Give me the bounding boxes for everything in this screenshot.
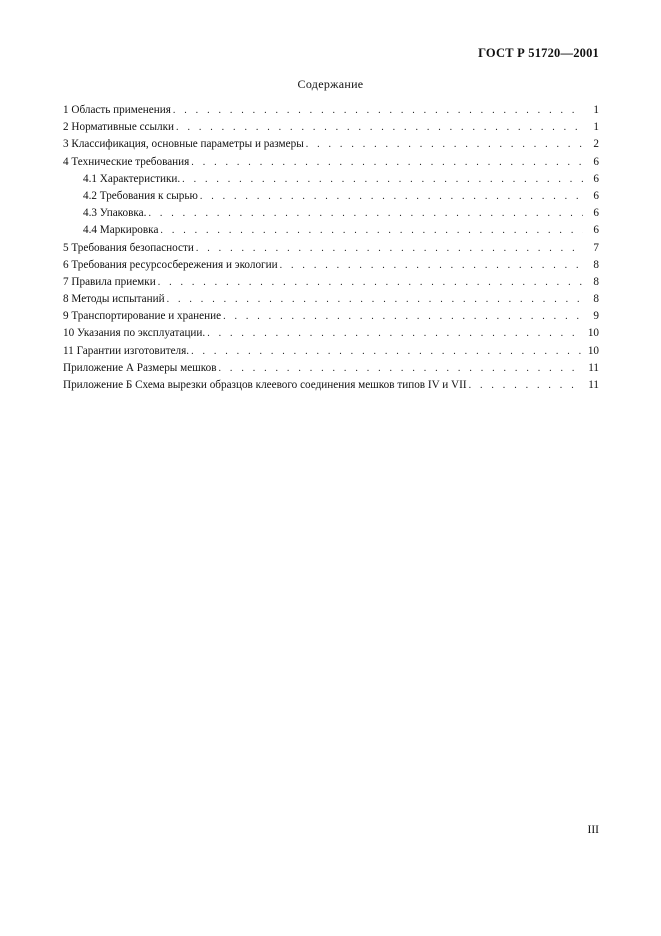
dot-leader: [280, 257, 583, 274]
toc-entry-text: 4.3 Упаковка.: [83, 207, 147, 220]
toc-entry-11[interactable]: [63, 343, 599, 360]
toc-entry-4-1[interactable]: [63, 171, 599, 188]
toc-entry-page: 6: [593, 207, 599, 220]
table-of-contents: [63, 102, 599, 394]
dot-leader: [176, 119, 583, 136]
toc-entry-5[interactable]: [63, 240, 599, 257]
dot-leader: [173, 102, 583, 119]
toc-entry-page: 8: [593, 258, 599, 271]
dot-leader: [469, 377, 583, 394]
dot-leader: [191, 154, 583, 171]
toc-entry-text: 3 Классификация, основные параметры и размеры: [63, 138, 304, 151]
toc-entry-4[interactable]: [63, 154, 599, 171]
toc-entry-text: 9 Транспортирование и хранение: [63, 310, 222, 323]
toc-entry-text: 11 Гарантии изготовителя.: [63, 344, 190, 357]
toc-entry-page: 2: [593, 138, 599, 151]
toc-entry-page: 9: [593, 310, 599, 323]
toc-entry-text: 1 Область применения: [63, 104, 171, 116]
toc-entry-4-3[interactable]: [63, 205, 599, 222]
toc-entry-page: 11: [588, 361, 599, 374]
toc-entry-1[interactable]: [63, 102, 599, 119]
toc-entry-text: 8 Методы испытаний: [63, 293, 165, 306]
toc-entry-10[interactable]: [63, 325, 599, 342]
toc-entry-4-2[interactable]: [63, 188, 599, 205]
toc-entry-page: 6: [593, 224, 599, 237]
toc-entry-text: 6 Требования ресурсосбережения и экологии: [63, 258, 278, 271]
dot-leader: [191, 343, 583, 360]
dot-leader: [196, 240, 583, 257]
toc-entry-page: 10: [587, 327, 599, 340]
dot-leader: [158, 274, 583, 291]
toc-entry-text: 4 Технические требования: [63, 155, 190, 168]
toc-entry-9[interactable]: [63, 308, 599, 325]
page-number: III: [587, 824, 599, 836]
toc-entry-2[interactable]: [63, 119, 599, 136]
dot-leader: [148, 205, 583, 222]
toc-entry-text: 7 Правила приемки: [63, 275, 156, 288]
toc-entry-appendix-a[interactable]: [63, 360, 599, 377]
toc-entry-page: 7: [593, 241, 599, 254]
toc-entry-text: 4.1 Характеристики.: [83, 172, 181, 185]
toc-entry-page: 6: [593, 189, 599, 202]
toc-entry-page: 11: [588, 379, 599, 391]
toc-entry-text: 4.4 Маркировка: [83, 224, 159, 237]
toc-entry-page: 1: [593, 121, 599, 134]
toc-entry-text: 10 Указания по эксплуатации.: [63, 327, 206, 340]
toc-entry-4-4[interactable]: [63, 222, 599, 239]
toc-entry-text: 2 Нормативные ссылки: [63, 121, 175, 134]
dot-leader: [167, 291, 583, 308]
dot-leader: [200, 188, 583, 205]
toc-entry-appendix-b[interactable]: [63, 377, 599, 394]
dot-leader: [182, 171, 583, 188]
toc-entry-page: 10: [587, 344, 599, 357]
dot-leader: [219, 360, 583, 377]
toc-entry-page: 8: [593, 275, 599, 288]
toc-entry-page: 8: [593, 293, 599, 306]
dot-leader: [306, 136, 583, 153]
toc-entry-3[interactable]: [63, 136, 599, 153]
toc-entry-text: Приложение А Размеры мешков: [63, 361, 217, 374]
dot-leader: [223, 308, 583, 325]
toc-title: Содержание: [297, 77, 364, 91]
toc-entry-text: 5 Требования безопасности: [63, 241, 194, 254]
toc-entry-page: 6: [593, 155, 599, 168]
dot-leader: [160, 222, 583, 239]
toc-entry-7[interactable]: [63, 274, 599, 291]
toc-entry-text: Приложение Б Схема вырезки образцов клеевого соединения мешков типов IV и VII: [63, 379, 467, 391]
toc-entry-8[interactable]: [63, 291, 599, 308]
toc-entry-text: 4.2 Требования к сырью: [83, 189, 198, 202]
toc-entry-page: 1: [593, 104, 599, 116]
document-code: ГОСТ Р 51720—2001: [478, 46, 599, 60]
toc-entry-page: 6: [593, 172, 599, 185]
toc-entry-6[interactable]: [63, 257, 599, 274]
dot-leader: [207, 325, 583, 342]
